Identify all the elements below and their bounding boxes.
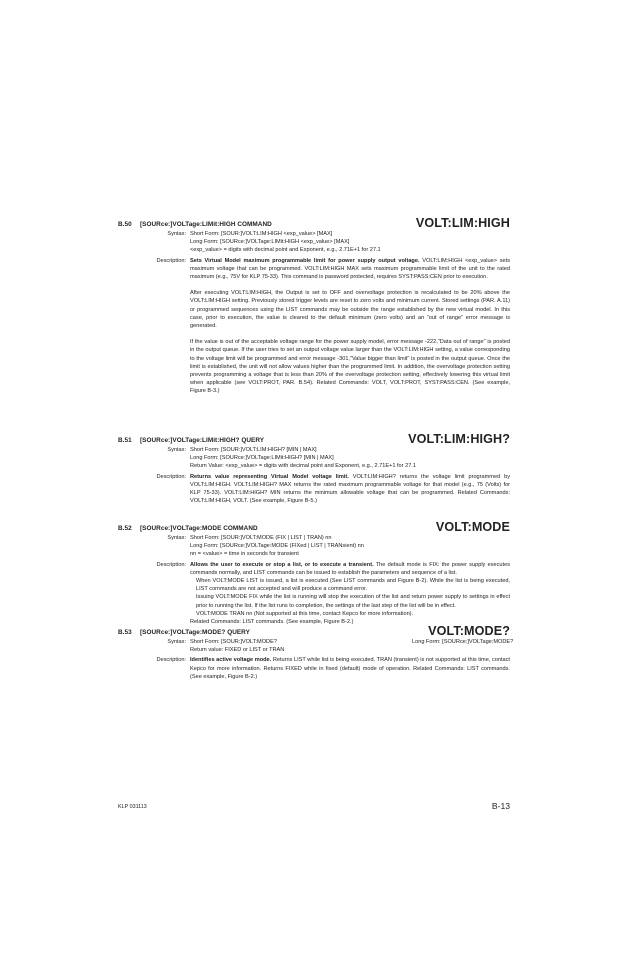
description-label: Description: xyxy=(156,257,186,264)
section-b51-command: VOLT:LIM:HIGH? xyxy=(408,432,510,446)
description-paragraph: VOLT:LIM:HIGH <exp_value> sets maximum voltage that can be programmed. VOLT:LIM:HIGH MAX sets maximum programmable limit of the unit to the rated maximum (e.g., 75V for KLP 75-33). This command is password protected, requires SYST:PASS:CEN prior to execution. xyxy=(190,257,510,281)
syntax-long-form: Long Form: [SOURce:]VOLTage:MODE (FIXed | LIST | TRANsient) nn xyxy=(190,543,364,550)
description-paragraph: After executing VOLT:LIM:HIGH, the Output is set to OFF and overvoltage protection is recalculated to be 20% above the VOLT:LIM:HIGH setting. Previously stored trigger levels are reset to zero volts and minimum current. Stored settings (PAR. A.11) or programmed sequences using the LIST commands may be outside the range established by the new virtual model. In this case, prior to execution, the value is cleared to the default minimum (zero volts) and an “out of range” error message is generated. xyxy=(190,290,510,330)
section-b50-syntax xyxy=(118,230,510,255)
section-b53-command: VOLT:MODE? xyxy=(428,624,510,638)
syntax-return-value: Return value: FIXED or LIST or TRAN xyxy=(190,647,285,654)
description-summary: Sets Virtual Model maximum programmable limit for power supply output voltage. xyxy=(190,257,420,264)
section-b53-title xyxy=(118,629,250,636)
description-summary: Returns value representing Virtual Model voltage limit. xyxy=(190,473,349,480)
syntax-label: Syntax: xyxy=(167,447,186,453)
section-b50 xyxy=(118,214,510,396)
syntax-long-form: Long Form: [SOURce:]VOLTage:MODE? xyxy=(412,639,514,645)
syntax-short-form: Short Form: [SOUR:]VOLT:LIM:HIGH? [MIN | MAX] xyxy=(190,447,317,453)
description-paragraph: Related Commands: LIST commands. (See example, Figure B-2.) xyxy=(190,619,354,626)
syntax-value-note: nn = <value> = time in seconds for transient xyxy=(190,551,299,558)
description-label: Description: xyxy=(156,657,186,664)
description-paragraph: If the value is out of the acceptable voltage range for the power supply model, error message -222,"Data out of range" is posted in the output queue. If the user tries to set an output voltage value larger than the VOLT:LIM:HIGH setting, a value corresponding to the voltage limit will be programmed and error message -301,"Value bigger than limit" is posted in the output queue. Once the limit is established, the unit will not allow values higher than the programmed limit. In addition, the overvoltage protection setting prevents programming a voltage that is less than 20% of the overvoltage protection setting, effectively lowering this virtual limit when applicable (see VOLT:PROT, PAR. B.54). Related Commands: VOLT, VOLT:PROT, SYST:PASS:CEN. (See example, Figure B-3.) xyxy=(190,339,510,395)
description-paragraph: Issuing VOLT:MODE FIX while the list is running will stop the execution of the list and return power supply to settings in effect prior to running the list. If the list runs to completion, the settings of the last step of the list will be in effect. xyxy=(196,594,510,609)
footer-page-number: B-13 xyxy=(491,801,510,811)
description-label: Description: xyxy=(156,561,186,568)
syntax-value-note: <exp_value> = digits with decimal point and Exponent, e.g., 2.71E+1 for 27.1 xyxy=(190,247,381,254)
section-b52-description xyxy=(118,561,510,627)
section-b50-description xyxy=(118,257,510,396)
section-b52-syntax xyxy=(118,534,510,559)
section-b51-number: B.51 xyxy=(118,437,132,444)
description-label: Description: xyxy=(156,473,186,480)
syntax-short-form: Short Form: [SOUR:]VOLT:MODE (FIX | LIST | TRAN) nn xyxy=(190,535,332,541)
section-b50-title xyxy=(118,221,272,228)
syntax-label: Syntax: xyxy=(167,535,186,541)
section-b50-heading: [SOURce:]VOLTage:LIMit:HIGH COMMAND xyxy=(140,221,272,228)
section-b52 xyxy=(118,518,510,626)
section-b51-header xyxy=(118,430,510,446)
syntax-label: Syntax: xyxy=(167,639,186,645)
footer-document-id: KLP 031113 xyxy=(118,804,147,810)
section-b53-number: B.53 xyxy=(118,629,132,636)
section-b50-command: VOLT:LIM:HIGH xyxy=(415,216,510,230)
description-paragraph: VOLT:LIM:HIGH? returns the voltage limit programmed by VOLT:LIM:HIGH. VOLT:LIM:HIGH? MAX returns the rated maximum programmable voltage for that model (e.g., 75 (Volts) for KLP 75-33). VOLT:LIM:HIGH? MIN returns the minimum allowable voltage that can be programmed. Related Commands: VOLT:LIM:HIGH, VOLT. (See example, Figure B-5.) xyxy=(190,473,510,505)
syntax-long-form: Long Form: [SOURce:]VOLTage:LIMit:HIGH <exp_value> [MAX] xyxy=(190,239,350,246)
section-b51 xyxy=(118,430,510,505)
section-b51-title xyxy=(118,437,264,444)
section-b53 xyxy=(118,622,514,681)
section-b52-title xyxy=(118,525,258,532)
syntax-short-form: Short Form: [SOUR:]VOLT:LIM:HIGH <exp_value> [MAX] xyxy=(190,231,333,237)
section-b51-syntax xyxy=(118,446,510,471)
section-b50-header xyxy=(118,214,510,230)
description-paragraph: Returns LIST while list is being executed. TRAN (transient) is not supported at this time, contact Kepco for more information. Returns FIXED while in fixed (default) mode of operation. Related Commands: LIST commands. (See example, Figure B-2.) xyxy=(190,657,510,680)
description-paragraph: When VOLT:MODE LIST is issued, a list is executed (See LIST commands and Figure B-2). While the list is being executed, LIST commands are not accepted and will produce a command error. xyxy=(196,578,510,593)
description-paragraph: VOLT:MODE TRAN nn (Not supported at this time, contact Kepco for more information). xyxy=(196,610,414,617)
syntax-long-form: Long Form: [SOURce:]VOLTage:LIMit:HIGH? [MIN | MAX] xyxy=(190,455,334,462)
section-b53-syntax xyxy=(118,638,514,654)
section-b52-command: VOLT:MODE xyxy=(435,520,510,534)
syntax-label: Syntax: xyxy=(167,231,186,237)
section-b51-heading: [SOURce:]VOLTage:LIMit:HIGH? QUERY xyxy=(140,437,265,444)
description-paragraph: The default mode is FIX: the power supply executes commands normally, and LIST commands can be issued to establish the parameters and sequence of a list. xyxy=(190,561,510,576)
section-b52-heading: [SOURce:]VOLTage:MODE COMMAND xyxy=(140,525,258,532)
section-b53-heading: [SOURce:]VOLTage:MODE? QUERY xyxy=(140,629,250,636)
section-b53-header xyxy=(118,622,510,638)
description-summary: Allows the user to execute or stop a list, or to execute a transient. xyxy=(190,561,374,568)
section-b51-description xyxy=(118,473,510,506)
syntax-return-value: Return Value: <exp_value> = digits with decimal point and Exponent, e.g., 2.71E+1 for 27.1 xyxy=(190,463,416,470)
section-b50-number: B.50 xyxy=(118,221,132,228)
section-b52-header xyxy=(118,518,510,534)
section-b52-number: B.52 xyxy=(118,525,132,532)
section-b53-description xyxy=(118,656,510,681)
syntax-short-form: Short Form: [SOUR:]VOLT:MODE? xyxy=(190,639,277,645)
description-summary: Identifies active voltage mode. xyxy=(190,657,272,664)
